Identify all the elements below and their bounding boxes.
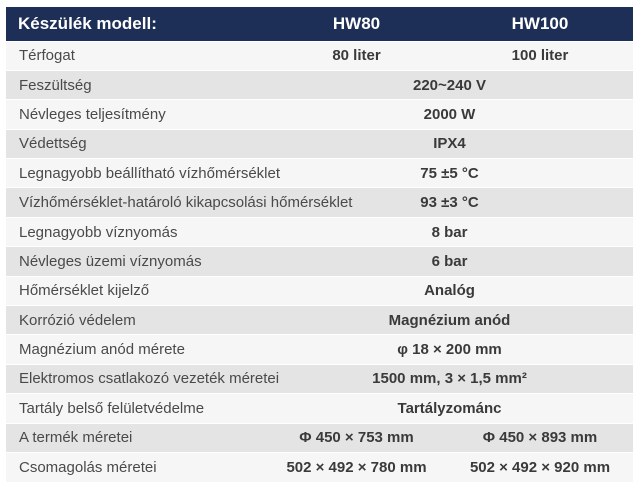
row-value-hw100: 100 liter <box>447 41 633 70</box>
row-value-shared: φ 18 × 200 mm <box>266 335 633 364</box>
row-label: Térfogat <box>6 41 266 70</box>
row-label: Legnagyobb víznyomás <box>6 217 266 246</box>
table-row <box>6 452 633 481</box>
row-value-shared: 8 bar <box>266 217 633 246</box>
row-label: Feszültség <box>6 70 266 99</box>
table-row <box>6 423 633 452</box>
table-row <box>6 159 633 188</box>
row-label: Korrózió védelem <box>6 306 266 335</box>
row-label: A termék méretei <box>6 423 266 452</box>
row-label: Elektromos csatlakozó vezeték méretei <box>6 364 266 393</box>
row-label: Védettség <box>6 129 266 158</box>
row-value-hw80: 502 × 492 × 780 mm <box>266 452 447 481</box>
row-label: Tartály belső felületvédelme <box>6 394 266 423</box>
table-row <box>6 129 633 158</box>
table-row <box>6 394 633 423</box>
row-label: Névleges üzemi víznyomás <box>6 247 266 276</box>
spec-table <box>6 7 633 482</box>
table-row <box>6 364 633 393</box>
table-row <box>6 276 633 305</box>
table-row <box>6 247 633 276</box>
table-row <box>6 188 633 217</box>
row-value-shared: Magnézium anód <box>266 306 633 335</box>
row-label: Csomagolás méretei <box>6 452 266 481</box>
row-label: Vízhőmérséklet-határoló kikapcsolási hőmérséklet <box>6 188 266 217</box>
row-value-shared: 6 bar <box>266 247 633 276</box>
header-model-hw80: HW80 <box>332 13 381 33</box>
table-row <box>6 217 633 246</box>
table-row <box>6 306 633 335</box>
row-value-shared: 2000 W <box>266 100 633 129</box>
row-value-shared: 220~240 V <box>266 70 633 99</box>
table-header <box>6 7 633 41</box>
header-label: Készülék modell: <box>18 13 157 33</box>
row-value-hw80: 80 liter <box>266 41 447 70</box>
row-value-shared: IPX4 <box>266 129 633 158</box>
row-value-hw100: 502 × 492 × 920 mm <box>447 452 633 481</box>
table-row <box>6 70 633 99</box>
header-model-hw100: HW100 <box>511 13 569 33</box>
row-value-hw80: Φ 450 × 753 mm <box>266 423 447 452</box>
row-value-shared: 93 ±3 °C <box>266 188 633 217</box>
row-value-shared: 75 ±5 °C <box>266 159 633 188</box>
row-value-shared: Tartályzománc <box>266 394 633 423</box>
row-label: Legnagyobb beállítható vízhőmérséklet <box>6 159 266 188</box>
table-body <box>6 41 633 482</box>
row-value-shared: 1500 mm, 3 × 1,5 mm² <box>266 364 633 393</box>
row-label: Névleges teljesítmény <box>6 100 266 129</box>
header-row <box>6 7 633 41</box>
row-label: Magnézium anód mérete <box>6 335 266 364</box>
table-row <box>6 41 633 70</box>
row-label: Hőmérséklet kijelző <box>6 276 266 305</box>
row-value-shared: Analóg <box>266 276 633 305</box>
table-row <box>6 100 633 129</box>
row-value-hw100: Φ 450 × 893 mm <box>447 423 633 452</box>
table-row <box>6 335 633 364</box>
